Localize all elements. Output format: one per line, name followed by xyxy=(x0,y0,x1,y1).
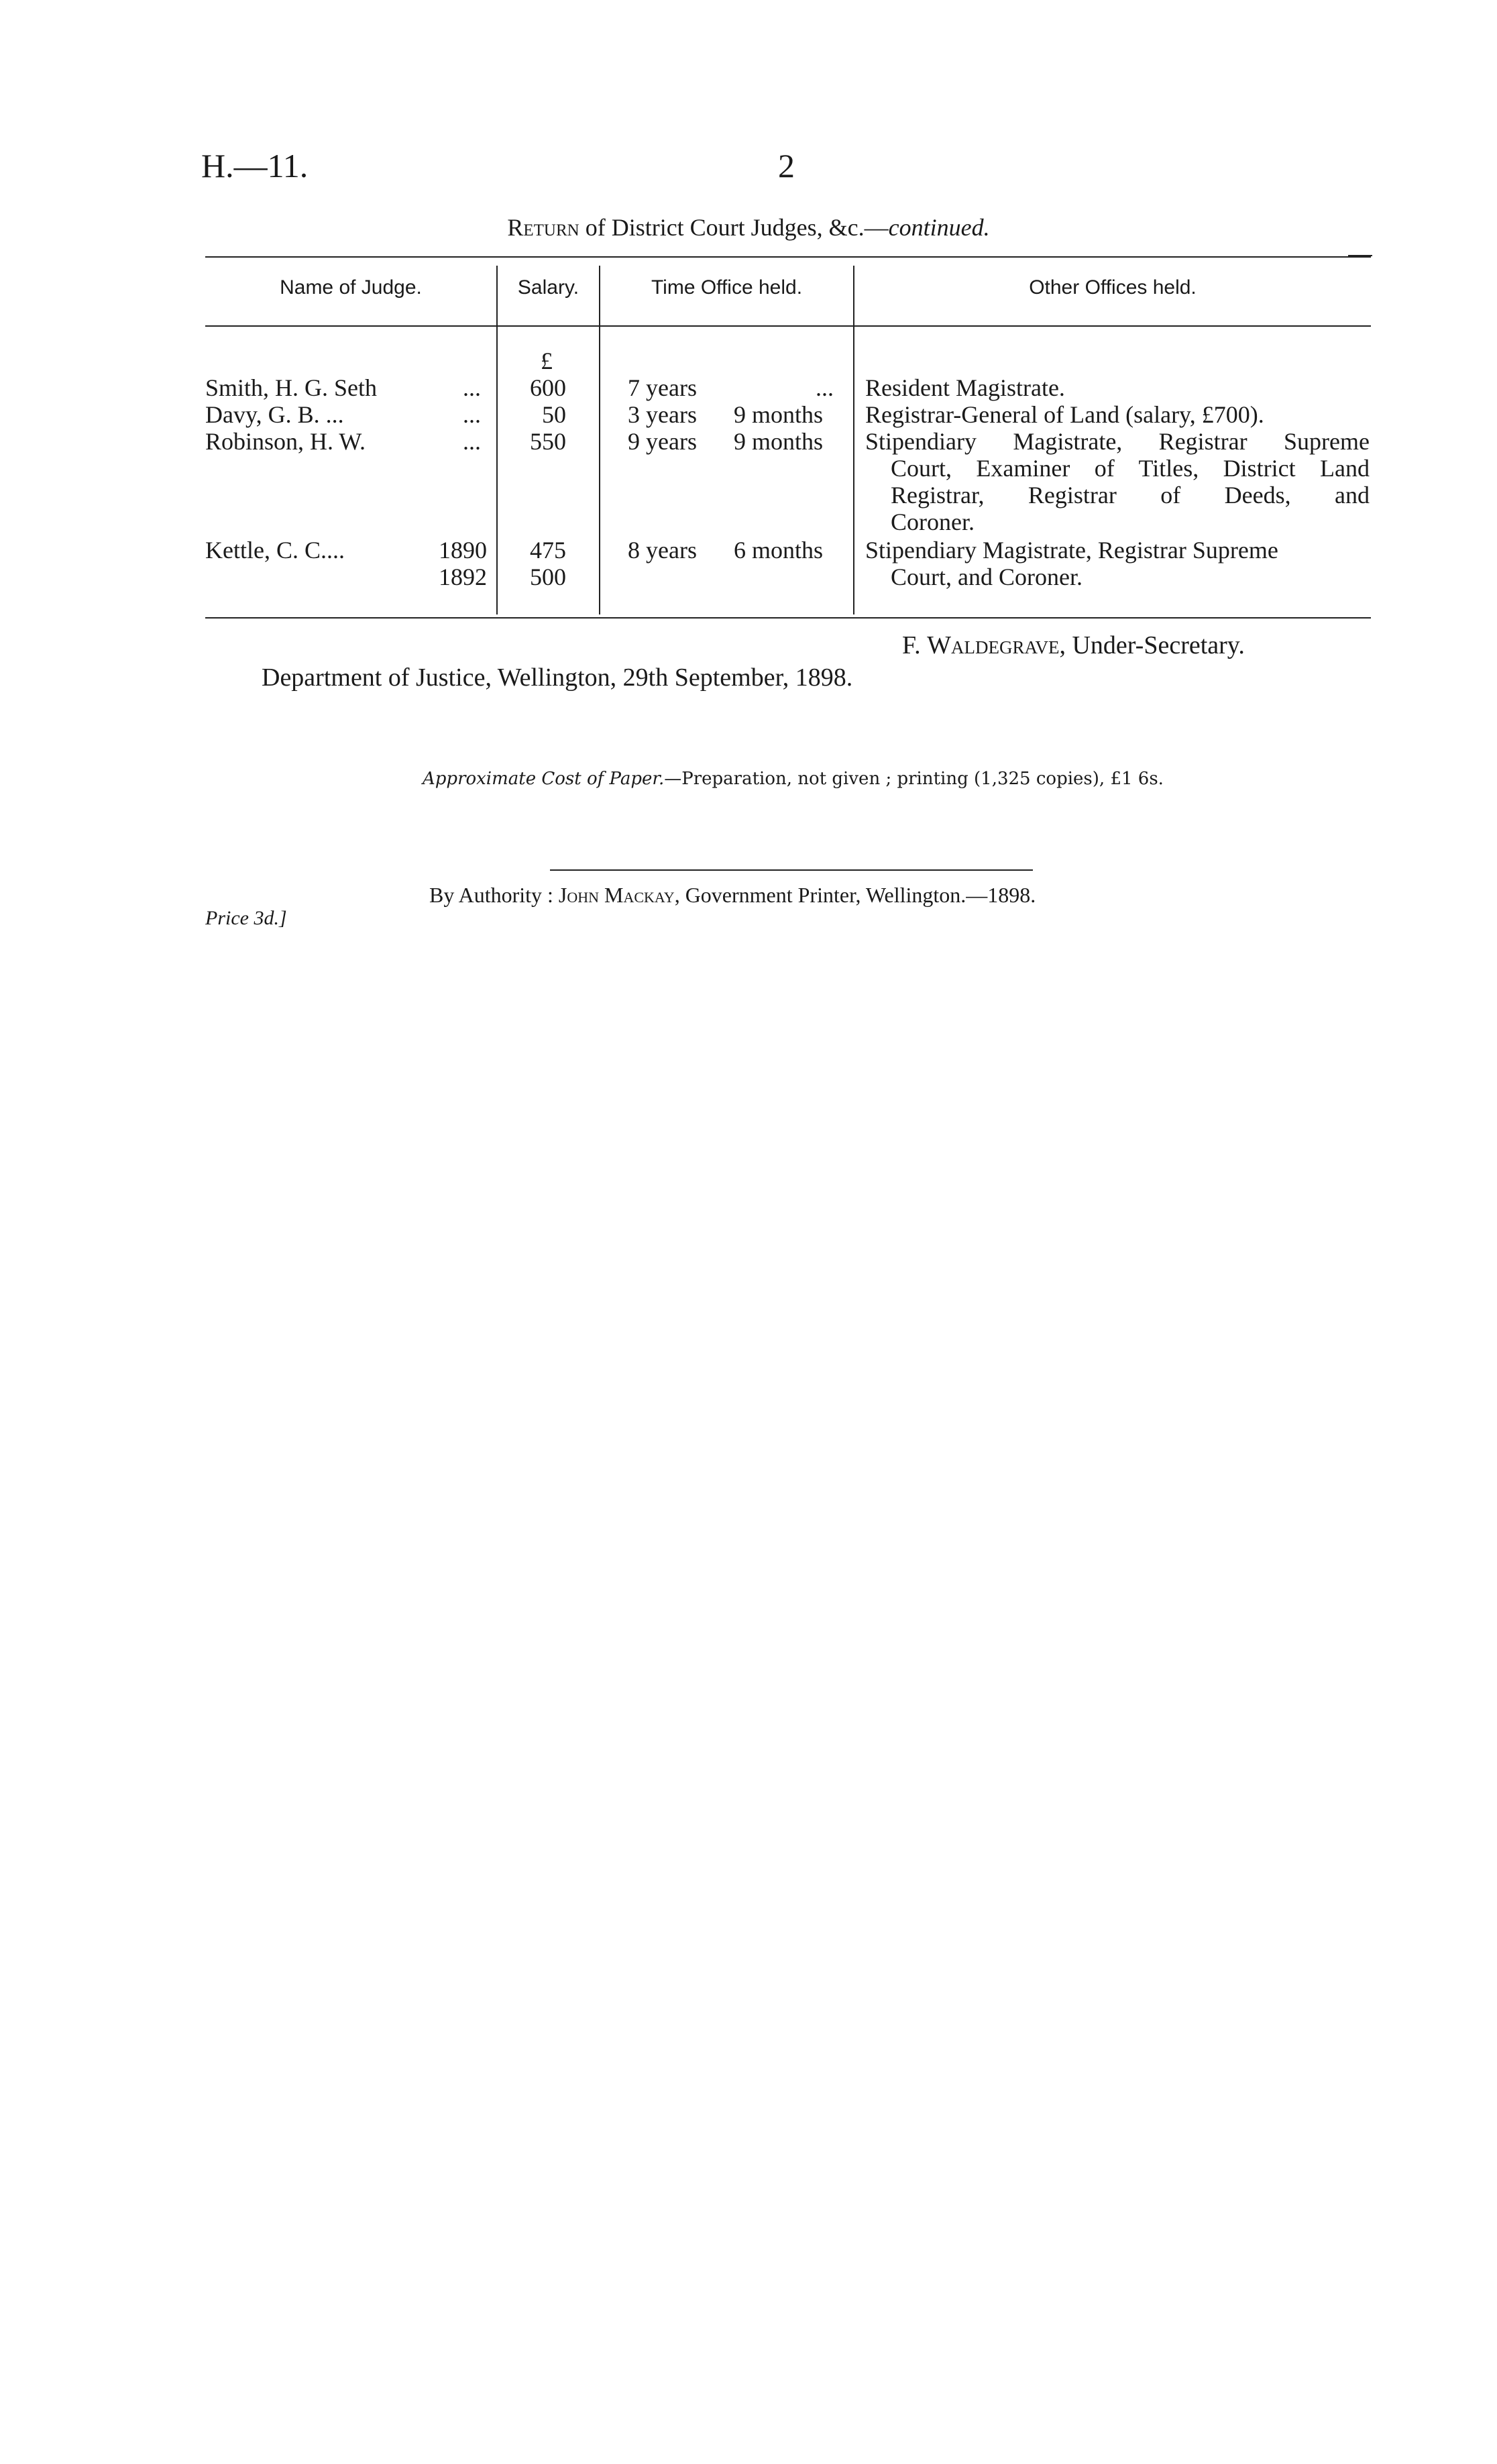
salary-value: 550 xyxy=(530,428,566,455)
signature-initial: F. xyxy=(902,631,928,659)
header-salary: Salary. xyxy=(517,276,579,299)
time-years: 8 years xyxy=(628,537,697,564)
time-months: 9 months xyxy=(734,428,824,455)
table-title-main: of District Court Judges, &c.— xyxy=(579,214,889,241)
leader-dots: ... xyxy=(463,374,481,401)
other-offices-line: Coroner. xyxy=(891,508,975,535)
table-top-rule-tail xyxy=(1348,255,1372,256)
cost-note-text: —Preparation, not given ; printing (1,325 copies), £1 6s. xyxy=(664,769,1164,789)
other-offices xyxy=(865,374,1370,401)
col-divider-3 xyxy=(853,266,854,614)
other-offices xyxy=(865,537,1370,590)
col-divider-1 xyxy=(496,266,498,614)
printer-authority xyxy=(429,883,1036,908)
time-months: 6 months xyxy=(734,537,824,564)
other-offices-line: Stipendiary Magistrate, Registrar Supreme xyxy=(865,428,1370,455)
appointment-year: 1890 xyxy=(439,537,487,564)
time-years: 3 years xyxy=(628,401,697,428)
page-number: 2 xyxy=(778,147,795,184)
currency-symbol: £ xyxy=(541,347,553,374)
col-divider-2 xyxy=(599,266,600,614)
judge-name: Davy, G. B. ... xyxy=(205,401,344,428)
other-offices xyxy=(865,401,1370,428)
other-offices-line: Court, and Coroner. xyxy=(891,564,1083,590)
header-name: Name of Judge. xyxy=(280,276,422,299)
authority-lead: By Authority : xyxy=(429,883,559,907)
signature-title: , Under-Secretary. xyxy=(1059,631,1245,659)
judge-name: Kettle, C. C.... xyxy=(205,537,345,564)
other-offices xyxy=(865,428,1370,535)
table-bottom-rule xyxy=(205,617,1371,619)
time-months: ... xyxy=(816,374,834,401)
table-top-rule xyxy=(205,256,1371,258)
other-offices-line: Court, Examiner of Titles, District Land xyxy=(891,455,1370,482)
salary-value: 475 xyxy=(530,537,566,564)
signature xyxy=(902,631,1245,660)
table-title-lead: Return xyxy=(507,214,579,241)
other-offices-line: Registrar, Registrar of Deeds, and xyxy=(891,482,1370,508)
time-years: 9 years xyxy=(628,428,697,455)
table-title-suffix: continued. xyxy=(888,214,990,241)
other-offices-line: Stipendiary Magistrate, Registrar Supreme xyxy=(865,537,1278,564)
salary-value: 500 xyxy=(530,564,566,590)
document-code: H.—11. xyxy=(201,147,309,184)
judge-name: Smith, H. G. Seth xyxy=(205,374,378,401)
leader-dots: ... xyxy=(463,428,481,455)
cost-note xyxy=(423,769,1164,789)
department-line: Department of Justice, Wellington, 29th September, 1898. xyxy=(262,663,853,692)
time-months: 9 months xyxy=(734,401,824,428)
header-other: Other Offices held. xyxy=(1029,276,1197,299)
table-header-rule xyxy=(205,325,1371,327)
price-note: Price 3d.] xyxy=(205,907,287,929)
appointment-year: 1892 xyxy=(439,564,487,590)
leader-dots: ... xyxy=(463,401,481,428)
judge-name: Robinson, H. W. xyxy=(205,428,366,455)
footer-rule xyxy=(550,869,1033,871)
printer-name: John Mackay xyxy=(558,883,675,907)
table-title xyxy=(0,213,1497,242)
other-offices-line: Registrar-General of Land (salary, £700). xyxy=(865,401,1264,428)
salary-value: 50 xyxy=(542,401,566,428)
authority-tail: , Government Printer, Wellington.—1898. xyxy=(674,883,1036,907)
other-offices-line: Resident Magistrate. xyxy=(865,374,1065,401)
signature-name: Waldegrave xyxy=(927,631,1060,659)
header-time: Time Office held. xyxy=(651,276,803,299)
time-years: 7 years xyxy=(628,374,697,401)
cost-note-label: Approximate Cost of Paper. xyxy=(423,769,665,789)
salary-value: 600 xyxy=(530,374,566,401)
